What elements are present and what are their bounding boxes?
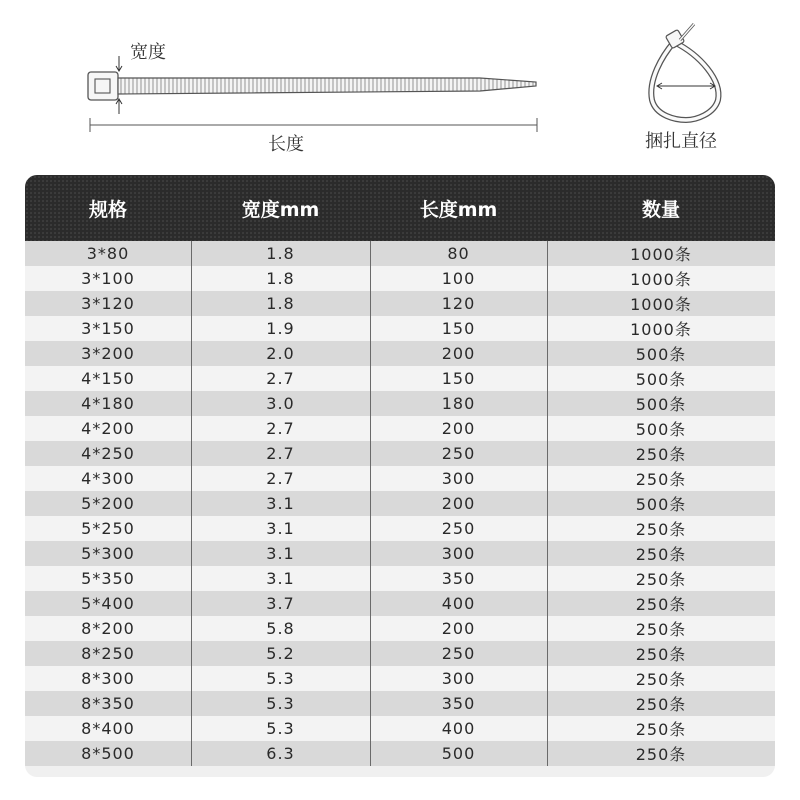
table-row xyxy=(25,591,775,616)
table-row xyxy=(25,666,775,691)
cell-length: 500 xyxy=(441,744,476,763)
cell-length: 200 xyxy=(441,344,476,363)
cell-width: 6.3 xyxy=(266,744,295,763)
column-divider xyxy=(547,241,548,766)
bundle-diameter-label: 捆扎直径 xyxy=(645,131,717,152)
table-body xyxy=(25,241,775,766)
cell-length: 250 xyxy=(441,644,476,663)
cell-length: 350 xyxy=(441,694,476,713)
cell-quantity: 250条 xyxy=(635,570,687,589)
cell-spec: 5*200 xyxy=(81,494,135,513)
cell-width: 3.1 xyxy=(266,519,295,538)
cell-length: 300 xyxy=(441,469,476,488)
cell-quantity: 500条 xyxy=(635,395,687,414)
cell-quantity: 250条 xyxy=(635,670,687,689)
cell-quantity: 1000条 xyxy=(630,245,692,264)
cell-width: 2.7 xyxy=(266,419,295,438)
table-row xyxy=(25,366,775,391)
cell-quantity: 250条 xyxy=(635,720,687,739)
cable-tie-diagram xyxy=(0,0,800,170)
header-spec: 规格 xyxy=(88,198,127,221)
length-label: 长度 xyxy=(268,134,304,155)
table-header xyxy=(25,175,775,241)
cell-width: 3.1 xyxy=(266,569,295,588)
cell-width: 1.8 xyxy=(266,294,295,313)
cell-length: 200 xyxy=(441,619,476,638)
cell-spec: 4*150 xyxy=(81,369,135,388)
cell-width: 2.7 xyxy=(266,444,295,463)
cell-length: 150 xyxy=(441,319,476,338)
table-row xyxy=(25,741,775,766)
cell-quantity: 250条 xyxy=(635,695,687,714)
table-row xyxy=(25,391,775,416)
cell-quantity: 500条 xyxy=(635,345,687,364)
cell-spec: 3*80 xyxy=(86,244,130,263)
table-row xyxy=(25,541,775,566)
table-row xyxy=(25,566,775,591)
cell-quantity: 250条 xyxy=(635,445,687,464)
cell-length: 400 xyxy=(441,594,476,613)
cell-quantity: 500条 xyxy=(635,495,687,514)
cell-width: 5.3 xyxy=(266,669,295,688)
cell-spec: 4*250 xyxy=(81,444,135,463)
cell-quantity: 250条 xyxy=(635,545,687,564)
cell-length: 350 xyxy=(441,569,476,588)
cell-quantity: 1000条 xyxy=(630,320,692,339)
cell-quantity: 250条 xyxy=(635,520,687,539)
table-row xyxy=(25,316,775,341)
cell-quantity: 1000条 xyxy=(630,295,692,314)
cell-length: 120 xyxy=(441,294,476,313)
cell-quantity: 500条 xyxy=(635,370,687,389)
cell-spec: 8*200 xyxy=(81,619,135,638)
width-label: 宽度 xyxy=(130,42,166,63)
cell-quantity: 250条 xyxy=(635,470,687,489)
cell-quantity: 250条 xyxy=(635,595,687,614)
cell-length: 80 xyxy=(447,244,470,263)
cell-length: 400 xyxy=(441,719,476,738)
cell-length: 180 xyxy=(441,394,476,413)
table-row xyxy=(25,241,775,266)
header-quantity: 数量 xyxy=(641,198,680,221)
cell-spec: 4*180 xyxy=(81,394,135,413)
table-row xyxy=(25,491,775,516)
table-row xyxy=(25,341,775,366)
cell-length: 200 xyxy=(441,419,476,438)
cell-quantity: 250条 xyxy=(635,645,687,664)
header-length: 长度mm xyxy=(419,198,498,221)
table-row xyxy=(25,416,775,441)
cell-width: 3.0 xyxy=(266,394,295,413)
cell-length: 300 xyxy=(441,544,476,563)
cell-spec: 5*250 xyxy=(81,519,135,538)
cell-length: 200 xyxy=(441,494,476,513)
cell-spec: 8*250 xyxy=(81,644,135,663)
cell-quantity: 250条 xyxy=(635,620,687,639)
cell-spec: 8*500 xyxy=(81,744,135,763)
cell-spec: 3*100 xyxy=(81,269,135,288)
cell-length: 250 xyxy=(441,444,476,463)
cell-width: 5.8 xyxy=(266,619,295,638)
cell-width: 1.9 xyxy=(266,319,295,338)
table-row xyxy=(25,291,775,316)
cell-width: 1.8 xyxy=(266,269,295,288)
cell-quantity: 1000条 xyxy=(630,270,692,289)
cell-width: 2.7 xyxy=(266,369,295,388)
table-row xyxy=(25,616,775,641)
cell-spec: 3*150 xyxy=(81,319,135,338)
cell-width: 2.0 xyxy=(266,344,295,363)
cell-quantity: 500条 xyxy=(635,420,687,439)
cell-width: 5.3 xyxy=(266,694,295,713)
table-row xyxy=(25,516,775,541)
cell-width: 1.8 xyxy=(266,244,295,263)
cell-spec: 5*350 xyxy=(81,569,135,588)
column-divider xyxy=(191,241,192,766)
cell-width: 3.1 xyxy=(266,544,295,563)
table-row xyxy=(25,466,775,491)
cell-spec: 4*200 xyxy=(81,419,135,438)
spec-table xyxy=(25,175,775,777)
cell-width: 2.7 xyxy=(266,469,295,488)
cell-spec: 4*300 xyxy=(81,469,135,488)
cell-width: 3.1 xyxy=(266,494,295,513)
table-row xyxy=(25,441,775,466)
cell-length: 150 xyxy=(441,369,476,388)
table-row xyxy=(25,266,775,291)
cell-spec: 8*350 xyxy=(81,694,135,713)
header-width: 宽度mm xyxy=(241,198,320,221)
column-divider xyxy=(370,241,371,766)
cell-spec: 3*120 xyxy=(81,294,135,313)
table-row xyxy=(25,691,775,716)
cell-spec: 3*200 xyxy=(81,344,135,363)
cell-width: 3.7 xyxy=(266,594,295,613)
cell-length: 100 xyxy=(441,269,476,288)
cell-width: 5.2 xyxy=(266,644,295,663)
cell-spec: 5*400 xyxy=(81,594,135,613)
cell-length: 300 xyxy=(441,669,476,688)
cell-length: 250 xyxy=(441,519,476,538)
table-row xyxy=(25,716,775,741)
cell-spec: 8*300 xyxy=(81,669,135,688)
cell-quantity: 250条 xyxy=(635,745,687,764)
cell-spec: 8*400 xyxy=(81,719,135,738)
cell-spec: 5*300 xyxy=(81,544,135,563)
table-row xyxy=(25,641,775,666)
cell-width: 5.3 xyxy=(266,719,295,738)
